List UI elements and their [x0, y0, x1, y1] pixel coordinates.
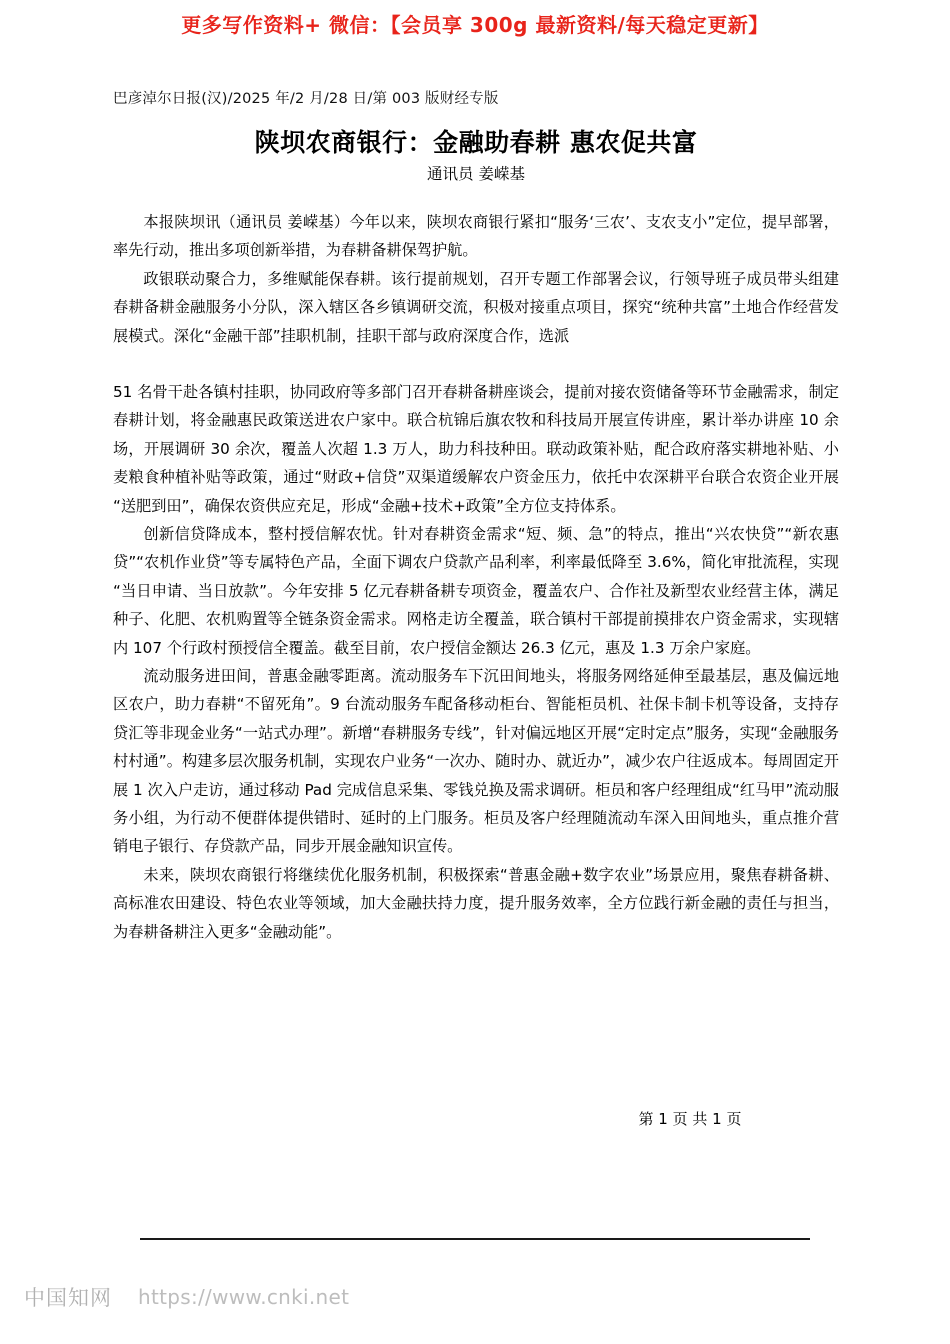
article-text-block: [113, 208, 839, 946]
column-break-gap: [113, 350, 839, 378]
footer-divider: [140, 1238, 810, 1240]
article-byline: 通讯员 姜嵘基: [427, 165, 525, 184]
article-title: 陕坝农商银行：金融助春耕 惠农促共富: [254, 128, 698, 158]
publication-source-line: 巴彦淖尔日报(汉)/2025 年/2 月/28 日/第 003 版财经专版: [113, 91, 499, 107]
article-paragraph: 政银联动聚合力，多维赋能保春耕。该行提前规划，召开专题工作部署会议，行领导班子成员带头组建春耕备耕金融服务小分队，深入辖区各乡镇调研交流，积极对接重点项目，探究“统种共富”土地合作经营发展模式。深化“金融干部”挂职机制，挂职干部与政府深度合作，选派: [113, 269, 839, 345]
promo-banner-text: 更多写作资料+ 微信：【会员享 300g 最新资料/每天稳定更新】: [181, 13, 769, 37]
cnki-brand-label: 中国知网: [24, 1286, 112, 1310]
document-body: [113, 88, 839, 946]
page-number-footer: [0, 1108, 950, 1129]
article-paragraph: 51 名骨干赴各镇村挂职，协同政府等多部门召开春耕备耕座谈会，提前对接农资储备等环节金融需求，制定春耕计划，将金融惠民政策送进农户家中。联合杭锦后旗农牧和科技局开展宣传讲座，累计举办讲座 10 余场，开展调研 30 余次，覆盖人次超 1.3 万人，助力科技种田。联动政策补贴，配合政府落实耕地补贴、小麦粮食种植补贴等政策，通过“财政+信贷”双渠道缓解农户资金压力，依托中农深耕平台联合农资企业开展“送肥到田”，确保农资供应充足，形成“金融+技术+政策”全方位支持体系。: [113, 382, 839, 515]
article-paragraph: 创新信贷降成本，整村授信解农忧。针对春耕资金需求“短、频、急”的特点，推出“兴农快贷”“新农惠贷”“农机作业贷”等专属特色产品，全面下调农户贷款产品利率，利率最低降至 3.6%，简化审批流程，实现“当日申请、当日放款”。今年安排 5 亿元春耕备耕专项资金，覆盖农户、合作社及新型农业经营主体，满足种子、化肥、农机购置等全链条资金需求。网格走访全覆盖，联合镇村干部提前摸排农户资金需求，实现辖内 107 个行政村预授信全覆盖。截至目前，农户授信金额达 26.3 亿元，惠及 1.3 万余户家庭。: [113, 524, 839, 657]
article-paragraph: 流动服务进田间，普惠金融零距离。流动服务车下沉田间地头，将服务网络延伸至最基层，惠及偏远地区农户，助力春耕“不留死角”。9 台流动服务车配备移动柜台、智能柜员机、社保卡制卡机等设备，支持存贷汇等非现金业务“一站式办理”。新增“春耕服务专线”，针对偏远地区开展“定时定点”服务，实现“金融服务村村通”。构建多层次服务机制，实现农户业务“一次办、随时办、就近办”，减少农户往返成本。每周固定开展 1 次入户走访，通过移动 Pad 完成信息采集、零钱兑换及需求调研。柜员和客户经理组成“红马甲”流动服务小组，为行动不便群体提供错时、延时的上门服务。柜员及客户经理随流动车深入田间地头，重点推介营销电子银行、存贷款产品，同步开展金融知识宣传。: [113, 667, 839, 856]
article-paragraph: 本报陕坝讯（通讯员 姜嵘基）今年以来，陕坝农商银行紧扣“服务‘三农’、支农支小”定位，提早部署，率先行动，推出多项创新举措，为春耕备耕保驾护航。: [113, 212, 839, 260]
article-paragraph: 未来，陕坝农商银行将继续优化服务机制，积极探索“普惠金融+数字农业”场景应用，聚焦春耕备耕、高标准农田建设、特色农业等领域，加大金融扶持力度，提升服务效率，全方位践行新金融的责任与担当，为春耕备耕注入更多“金融动能”。: [113, 865, 839, 941]
cnki-url-label: https://www.cnki.net: [138, 1285, 350, 1309]
page-number-label: 第 1 页 共 1 页: [638, 1110, 742, 1128]
cnki-watermark: [24, 1282, 349, 1312]
